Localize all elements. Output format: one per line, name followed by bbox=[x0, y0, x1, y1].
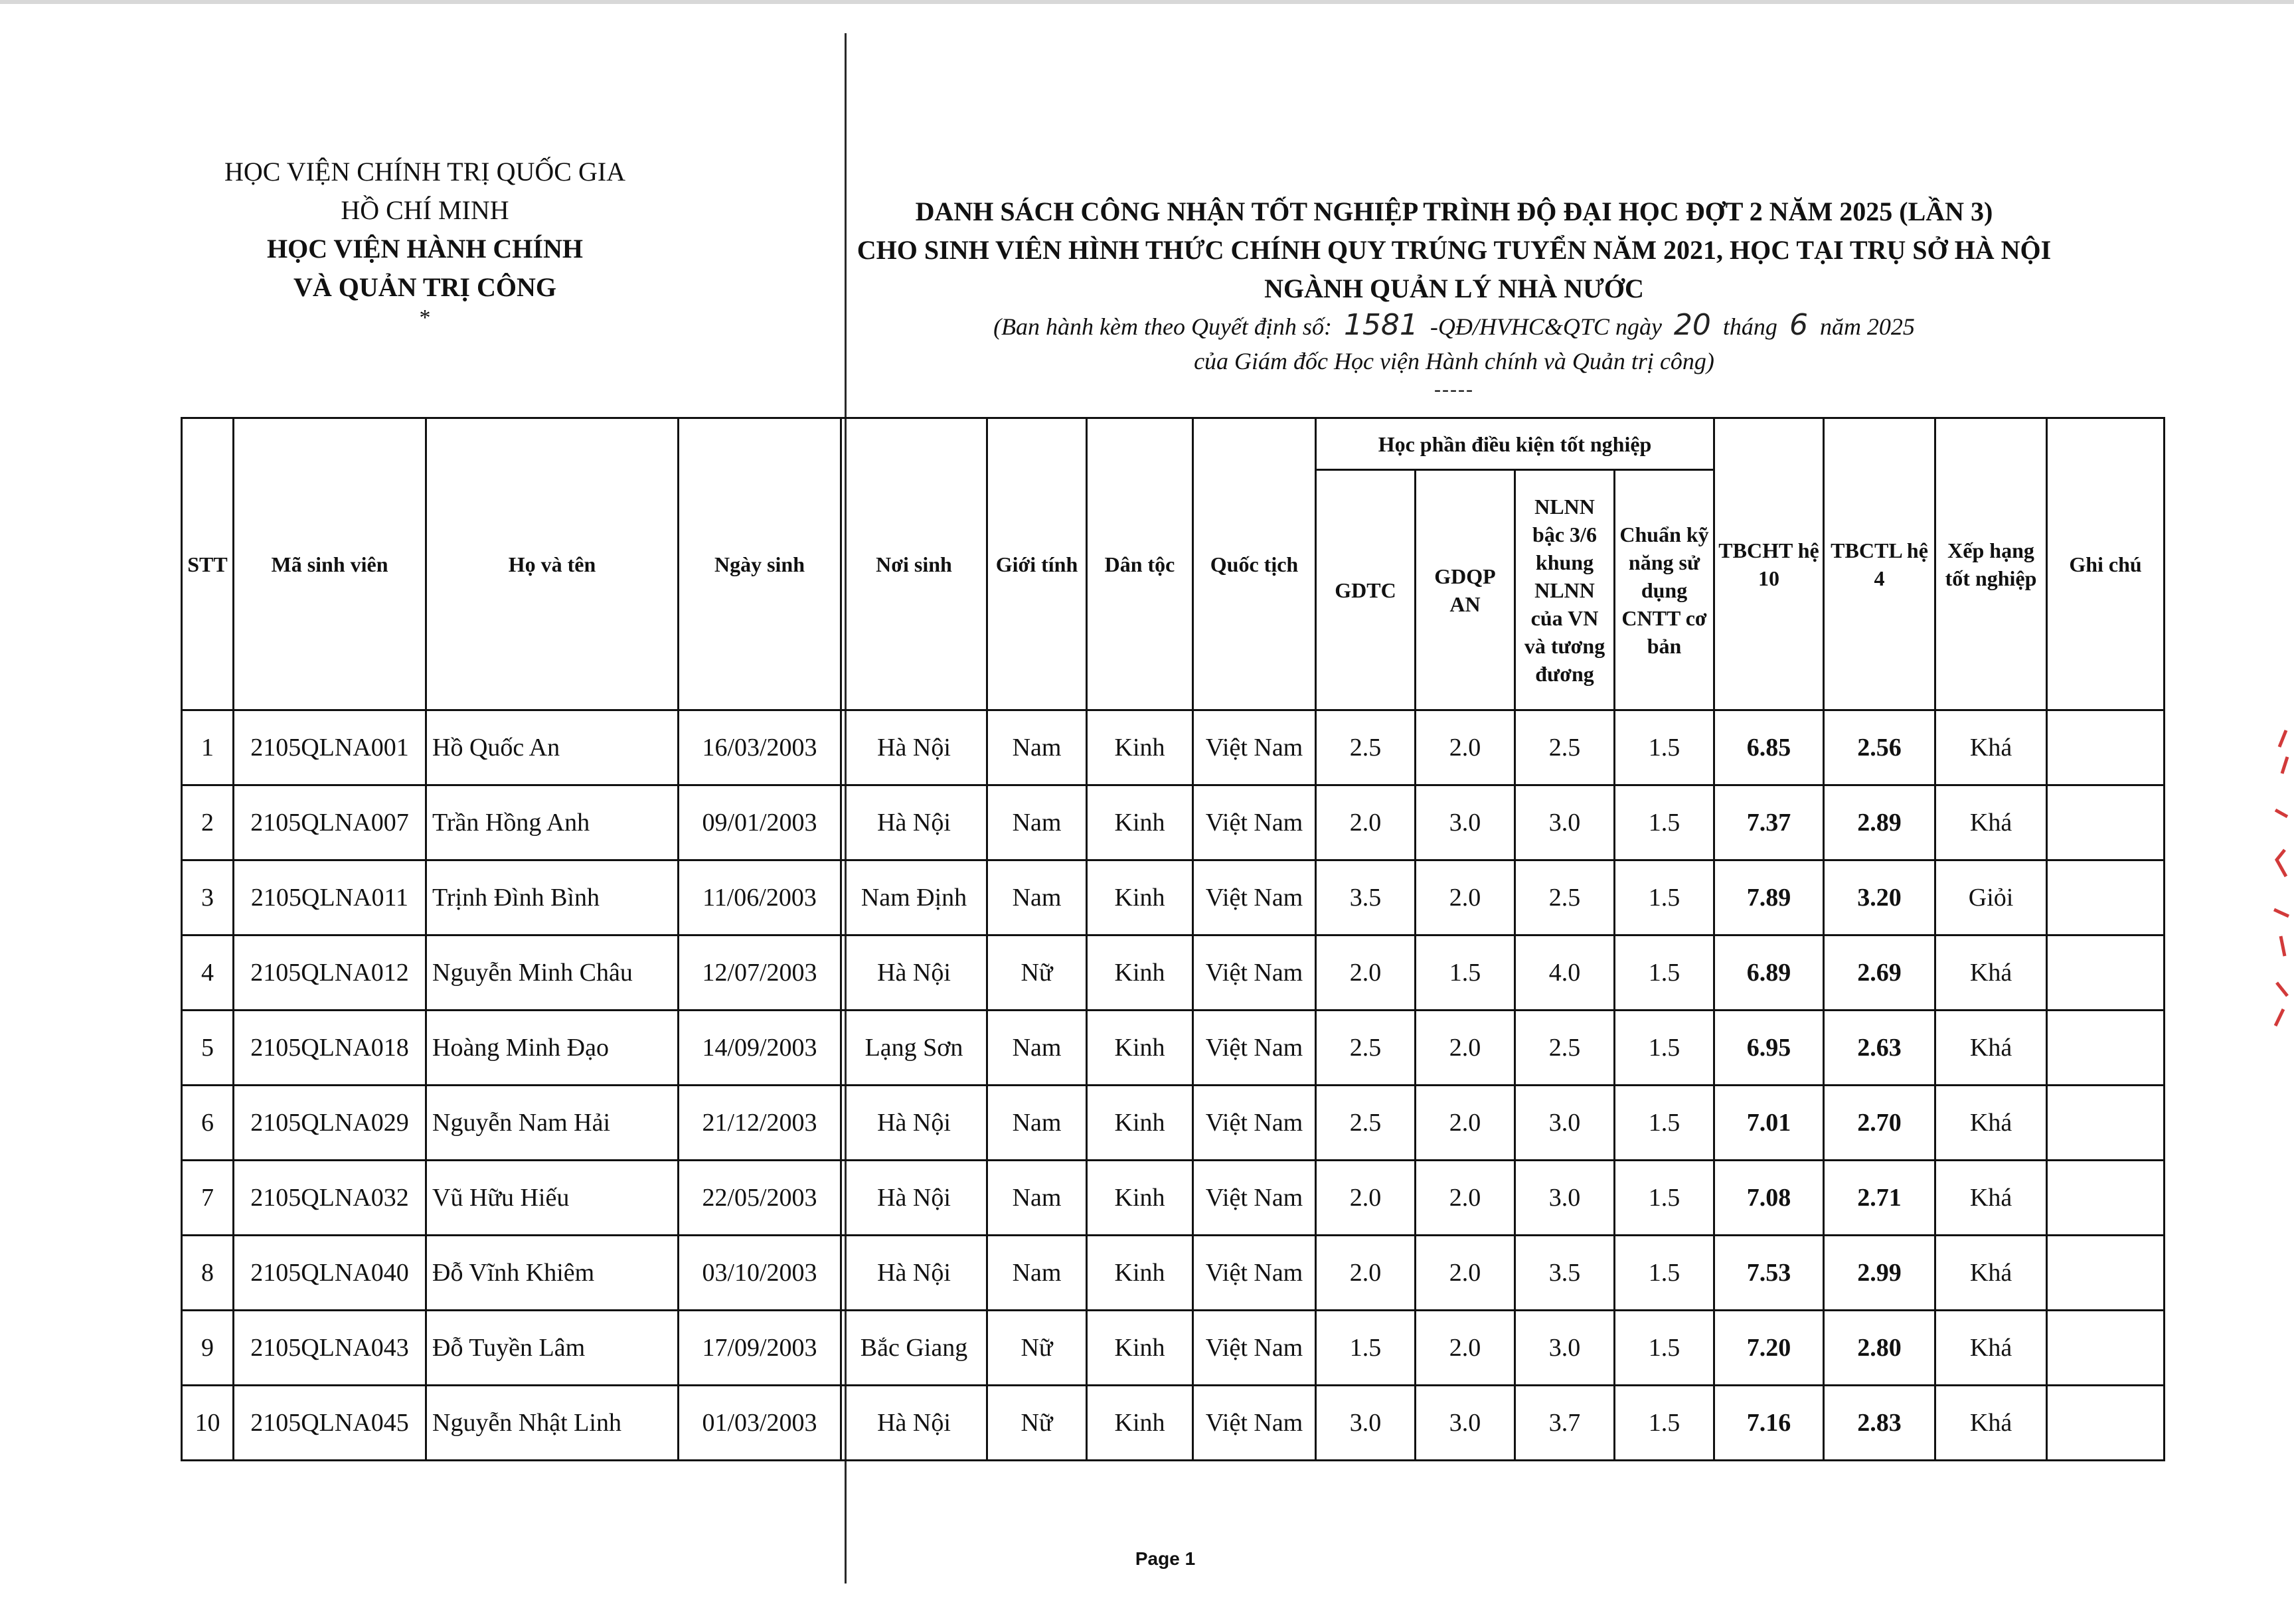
cell-rank: Khá bbox=[1935, 1161, 2047, 1236]
header-gender: Giới tính bbox=[987, 418, 1087, 710]
cell-student-id: 2105QLNA012 bbox=[234, 935, 426, 1011]
cell-gdtc: 3.5 bbox=[1316, 860, 1416, 935]
cell-cntt: 1.5 bbox=[1615, 1236, 1714, 1311]
cell-gdqp: 1.5 bbox=[1416, 935, 1515, 1011]
cell-student-id: 2105QLNA007 bbox=[234, 785, 426, 860]
header-name: Họ và tên bbox=[426, 418, 679, 710]
cell-tbctl: 2.56 bbox=[1824, 710, 1935, 785]
cell-rank: Khá bbox=[1935, 1311, 2047, 1386]
cell-rank: Khá bbox=[1935, 1086, 2047, 1161]
table-row bbox=[182, 1161, 2165, 1236]
cell-gdtc: 2.5 bbox=[1316, 710, 1416, 785]
cell-student-id: 2105QLNA045 bbox=[234, 1386, 426, 1461]
cell-nlnn: 3.0 bbox=[1515, 1086, 1615, 1161]
cell-nlnn: 2.5 bbox=[1515, 710, 1615, 785]
cell-cntt: 1.5 bbox=[1615, 785, 1714, 860]
cell-tbcht: 7.20 bbox=[1714, 1311, 1824, 1386]
cell-tbctl: 2.70 bbox=[1824, 1086, 1935, 1161]
cell-gender: Nữ bbox=[987, 1311, 1087, 1386]
issuer-line: của Giám đốc Học viện Hành chính và Quản trị công) bbox=[1194, 348, 1714, 374]
cell-cntt: 1.5 bbox=[1615, 860, 1714, 935]
cell-tbcht: 7.08 bbox=[1714, 1161, 1824, 1236]
cell-gdqp: 3.0 bbox=[1416, 785, 1515, 860]
cell-dob: 16/03/2003 bbox=[679, 710, 841, 785]
cell-gender: Nữ bbox=[987, 935, 1087, 1011]
cell-tbctl: 2.69 bbox=[1824, 935, 1935, 1011]
cell-nlnn: 4.0 bbox=[1515, 935, 1615, 1011]
cell-gdqp: 2.0 bbox=[1416, 1236, 1515, 1311]
cell-name: Đỗ Tuyền Lâm bbox=[426, 1311, 679, 1386]
cell-gdqp: 2.0 bbox=[1416, 860, 1515, 935]
page-number: Page 1 bbox=[1135, 1548, 1196, 1569]
decision-code: -QĐ/HVHC&QTC ngày bbox=[1430, 313, 1662, 340]
cell-nlnn: 3.0 bbox=[1515, 1161, 1615, 1236]
cell-ethnicity: Kinh bbox=[1087, 710, 1193, 785]
cell-tbctl: 2.80 bbox=[1824, 1311, 1935, 1386]
cell-name: Nguyễn Minh Châu bbox=[426, 935, 679, 1011]
header-nationality: Quốc tịch bbox=[1193, 418, 1316, 710]
cell-birthplace: Hà Nội bbox=[841, 1086, 987, 1161]
cell-stt: 8 bbox=[182, 1236, 234, 1311]
cell-stt: 5 bbox=[182, 1011, 234, 1086]
cell-cntt: 1.5 bbox=[1615, 1011, 1714, 1086]
cell-student-id: 2105QLNA040 bbox=[234, 1236, 426, 1311]
cell-gdtc: 2.0 bbox=[1316, 935, 1416, 1011]
cell-name: Nguyễn Nhật Linh bbox=[426, 1386, 679, 1461]
header-conditions-group: Học phần điều kiện tốt nghiệp bbox=[1316, 418, 1714, 470]
cell-note bbox=[2047, 860, 2165, 935]
cell-birthplace: Nam Định bbox=[841, 860, 987, 935]
header-note: Ghi chú bbox=[2047, 418, 2165, 710]
table-row bbox=[182, 860, 2165, 935]
cell-rank: Khá bbox=[1935, 1236, 2047, 1311]
table-row bbox=[182, 1311, 2165, 1386]
header-gdqp: GDQP AN bbox=[1416, 470, 1515, 710]
header-student-id: Mã sinh viên bbox=[234, 418, 426, 710]
cell-name: Trần Hồng Anh bbox=[426, 785, 679, 860]
cell-gdqp: 2.0 bbox=[1416, 1311, 1515, 1386]
cell-stt: 6 bbox=[182, 1086, 234, 1161]
header-nlnn: NLNN bậc 3/6 khung NLNN của VN và tương đương bbox=[1515, 470, 1615, 710]
cell-student-id: 2105QLNA018 bbox=[234, 1011, 426, 1086]
header-ethnicity: Dân tộc bbox=[1087, 418, 1193, 710]
cell-note bbox=[2047, 785, 2165, 860]
cell-tbcht: 7.16 bbox=[1714, 1386, 1824, 1461]
cell-nlnn: 3.7 bbox=[1515, 1386, 1615, 1461]
cell-cntt: 1.5 bbox=[1615, 1386, 1714, 1461]
cell-cntt: 1.5 bbox=[1615, 1311, 1714, 1386]
cell-ethnicity: Kinh bbox=[1087, 1236, 1193, 1311]
cell-dob: 09/01/2003 bbox=[679, 785, 841, 860]
cell-ethnicity: Kinh bbox=[1087, 785, 1193, 860]
cell-birthplace: Bắc Giang bbox=[841, 1311, 987, 1386]
cell-stt: 4 bbox=[182, 935, 234, 1011]
separator: ----- bbox=[1434, 378, 1474, 400]
institution-line-2: HỒ CHÍ MINH bbox=[341, 195, 509, 225]
header-dob: Ngày sinh bbox=[679, 418, 841, 710]
cell-gender: Nam bbox=[987, 1011, 1087, 1086]
header-tbcht: TBCHT hệ 10 bbox=[1714, 418, 1824, 710]
header-rank: Xếp hạng tốt nghiệp bbox=[1935, 418, 2047, 710]
cell-nationality: Việt Nam bbox=[1193, 1236, 1316, 1311]
cell-birthplace: Hà Nội bbox=[841, 710, 987, 785]
cell-ethnicity: Kinh bbox=[1087, 1086, 1193, 1161]
cell-tbcht: 7.53 bbox=[1714, 1236, 1824, 1311]
cell-stt: 7 bbox=[182, 1161, 234, 1236]
cell-stt: 1 bbox=[182, 710, 234, 785]
cell-name: Hoàng Minh Đạo bbox=[426, 1011, 679, 1086]
cell-note bbox=[2047, 710, 2165, 785]
cell-student-id: 2105QLNA001 bbox=[234, 710, 426, 785]
cell-gdqp: 2.0 bbox=[1416, 1011, 1515, 1086]
cell-student-id: 2105QLNA029 bbox=[234, 1086, 426, 1161]
cell-gdtc: 2.0 bbox=[1316, 1236, 1416, 1311]
cell-nationality: Việt Nam bbox=[1193, 785, 1316, 860]
cell-tbctl: 2.99 bbox=[1824, 1236, 1935, 1311]
document-title-3: NGÀNH QUẢN LÝ NHÀ NƯỚC bbox=[1264, 274, 1644, 303]
document-title-2: CHO SINH VIÊN HÌNH THỨC CHÍNH QUY TRÚNG TUYỂN NĂM 2021, HỌC TẠI TRỤ SỞ HÀ NỘI bbox=[857, 235, 2052, 265]
cell-student-id: 2105QLNA011 bbox=[234, 860, 426, 935]
cell-note bbox=[2047, 1161, 2165, 1236]
institution-line-4: VÀ QUẢN TRỊ CÔNG bbox=[293, 272, 556, 302]
month-label: tháng bbox=[1722, 313, 1777, 340]
cell-birthplace: Hà Nội bbox=[841, 785, 987, 860]
table-row bbox=[182, 710, 2165, 785]
header-star: * bbox=[419, 305, 431, 330]
cell-gdtc: 2.0 bbox=[1316, 1161, 1416, 1236]
document-title-block bbox=[764, 193, 2145, 401]
decision-day: 20 bbox=[1673, 308, 1711, 342]
header-cntt: Chuẩn kỹ năng sử dụng CNTT cơ bản bbox=[1615, 470, 1714, 710]
cell-cntt: 1.5 bbox=[1615, 935, 1714, 1011]
cell-dob: 22/05/2003 bbox=[679, 1161, 841, 1236]
cell-rank: Khá bbox=[1935, 710, 2047, 785]
cell-stt: 3 bbox=[182, 860, 234, 935]
cell-gdqp: 2.0 bbox=[1416, 1161, 1515, 1236]
cell-note bbox=[2047, 935, 2165, 1011]
cell-ethnicity: Kinh bbox=[1087, 1011, 1193, 1086]
cell-tbctl: 2.63 bbox=[1824, 1011, 1935, 1086]
cell-nlnn: 3.0 bbox=[1515, 1311, 1615, 1386]
cell-tbctl: 2.71 bbox=[1824, 1161, 1935, 1236]
cell-note bbox=[2047, 1011, 2165, 1086]
cell-ethnicity: Kinh bbox=[1087, 860, 1193, 935]
cell-birthplace: Hà Nội bbox=[841, 1386, 987, 1461]
decision-line bbox=[764, 308, 2145, 344]
cell-ethnicity: Kinh bbox=[1087, 1311, 1193, 1386]
cell-stt: 10 bbox=[182, 1386, 234, 1461]
cell-tbctl: 2.89 bbox=[1824, 785, 1935, 860]
cell-rank: Khá bbox=[1935, 1386, 2047, 1461]
cell-birthplace: Hà Nội bbox=[841, 1236, 987, 1311]
cell-tbctl: 3.20 bbox=[1824, 860, 1935, 935]
cell-ethnicity: Kinh bbox=[1087, 935, 1193, 1011]
institution-line-1: HỌC VIỆN CHÍNH TRỊ QUỐC GIA bbox=[224, 157, 626, 187]
cell-nlnn: 2.5 bbox=[1515, 1011, 1615, 1086]
cell-student-id: 2105QLNA043 bbox=[234, 1311, 426, 1386]
cell-gdqp: 3.0 bbox=[1416, 1386, 1515, 1461]
cell-rank: Khá bbox=[1935, 1011, 2047, 1086]
red-stamp-fragment bbox=[2267, 717, 2294, 1036]
year-label: năm 2025 bbox=[1819, 313, 1915, 340]
table-row bbox=[182, 935, 2165, 1011]
header-gdtc: GDTC bbox=[1316, 470, 1416, 710]
cell-birthplace: Hà Nội bbox=[841, 935, 987, 1011]
institution-header bbox=[159, 153, 691, 329]
decision-prefix: (Ban hành kèm theo Quyết định số: bbox=[993, 313, 1332, 340]
cell-birthplace: Lạng Sơn bbox=[841, 1011, 987, 1086]
table-row bbox=[182, 785, 2165, 860]
cell-nationality: Việt Nam bbox=[1193, 1386, 1316, 1461]
cell-gender: Nam bbox=[987, 785, 1087, 860]
cell-name: Trịnh Đình Bình bbox=[426, 860, 679, 935]
cell-note bbox=[2047, 1236, 2165, 1311]
cell-note bbox=[2047, 1311, 2165, 1386]
document-title-1: DANH SÁCH CÔNG NHẬN TỐT NGHIỆP TRÌNH ĐỘ ĐẠI HỌC ĐỢT 2 NĂM 2025 (LẦN 3) bbox=[915, 197, 1993, 226]
table-row bbox=[182, 1236, 2165, 1311]
cell-nationality: Việt Nam bbox=[1193, 1086, 1316, 1161]
cell-gender: Nam bbox=[987, 1236, 1087, 1311]
cell-nlnn: 3.5 bbox=[1515, 1236, 1615, 1311]
cell-tbcht: 7.89 bbox=[1714, 860, 1824, 935]
cell-name: Hồ Quốc An bbox=[426, 710, 679, 785]
cell-rank: Khá bbox=[1935, 935, 2047, 1011]
cell-gender: Nam bbox=[987, 1086, 1087, 1161]
cell-cntt: 1.5 bbox=[1615, 710, 1714, 785]
cell-cntt: 1.5 bbox=[1615, 1086, 1714, 1161]
cell-tbcht: 7.01 bbox=[1714, 1086, 1824, 1161]
cell-gender: Nam bbox=[987, 710, 1087, 785]
cell-dob: 12/07/2003 bbox=[679, 935, 841, 1011]
cell-dob: 01/03/2003 bbox=[679, 1386, 841, 1461]
cell-tbcht: 6.89 bbox=[1714, 935, 1824, 1011]
cell-gender: Nam bbox=[987, 1161, 1087, 1236]
table-row bbox=[182, 1011, 2165, 1086]
cell-gdtc: 2.5 bbox=[1316, 1011, 1416, 1086]
cell-name: Vũ Hữu Hiếu bbox=[426, 1161, 679, 1236]
graduation-table bbox=[181, 417, 2165, 1461]
cell-ethnicity: Kinh bbox=[1087, 1161, 1193, 1236]
cell-stt: 2 bbox=[182, 785, 234, 860]
cell-nationality: Việt Nam bbox=[1193, 1161, 1316, 1236]
cell-name: Đỗ Vĩnh Khiêm bbox=[426, 1236, 679, 1311]
cell-nlnn: 3.0 bbox=[1515, 785, 1615, 860]
cell-dob: 14/09/2003 bbox=[679, 1011, 841, 1086]
cell-gender: Nữ bbox=[987, 1386, 1087, 1461]
scan-edge bbox=[0, 0, 2294, 4]
cell-cntt: 1.5 bbox=[1615, 1161, 1714, 1236]
cell-gdqp: 2.0 bbox=[1416, 710, 1515, 785]
cell-dob: 17/09/2003 bbox=[679, 1311, 841, 1386]
table-row bbox=[182, 1086, 2165, 1161]
decision-month: 6 bbox=[1789, 308, 1808, 342]
cell-nationality: Việt Nam bbox=[1193, 1011, 1316, 1086]
cell-gdtc: 1.5 bbox=[1316, 1311, 1416, 1386]
cell-rank: Khá bbox=[1935, 785, 2047, 860]
cell-dob: 11/06/2003 bbox=[679, 860, 841, 935]
cell-nationality: Việt Nam bbox=[1193, 710, 1316, 785]
cell-nationality: Việt Nam bbox=[1193, 935, 1316, 1011]
cell-tbctl: 2.83 bbox=[1824, 1386, 1935, 1461]
cell-gender: Nam bbox=[987, 860, 1087, 935]
cell-tbcht: 6.95 bbox=[1714, 1011, 1824, 1086]
cell-rank: Giỏi bbox=[1935, 860, 2047, 935]
header-birthplace: Nơi sinh bbox=[841, 418, 987, 710]
cell-ethnicity: Kinh bbox=[1087, 1386, 1193, 1461]
cell-gdtc: 3.0 bbox=[1316, 1386, 1416, 1461]
cell-gdqp: 2.0 bbox=[1416, 1086, 1515, 1161]
cell-stt: 9 bbox=[182, 1311, 234, 1386]
cell-student-id: 2105QLNA032 bbox=[234, 1161, 426, 1236]
header-tbctl: TBCTL hệ 4 bbox=[1824, 418, 1935, 710]
cell-nlnn: 2.5 bbox=[1515, 860, 1615, 935]
cell-dob: 03/10/2003 bbox=[679, 1236, 841, 1311]
cell-tbcht: 6.85 bbox=[1714, 710, 1824, 785]
decision-number: 1581 bbox=[1343, 308, 1418, 342]
cell-gdtc: 2.0 bbox=[1316, 785, 1416, 860]
cell-note bbox=[2047, 1086, 2165, 1161]
cell-tbcht: 7.37 bbox=[1714, 785, 1824, 860]
cell-note bbox=[2047, 1386, 2165, 1461]
cell-gdtc: 2.5 bbox=[1316, 1086, 1416, 1161]
institution-line-3: HỌC VIỆN HÀNH CHÍNH bbox=[267, 234, 583, 264]
table-row bbox=[182, 1386, 2165, 1461]
cell-nationality: Việt Nam bbox=[1193, 1311, 1316, 1386]
cell-birthplace: Hà Nội bbox=[841, 1161, 987, 1236]
header-stt: STT bbox=[182, 418, 234, 710]
cell-nationality: Việt Nam bbox=[1193, 860, 1316, 935]
cell-dob: 21/12/2003 bbox=[679, 1086, 841, 1161]
cell-name: Nguyễn Nam Hải bbox=[426, 1086, 679, 1161]
